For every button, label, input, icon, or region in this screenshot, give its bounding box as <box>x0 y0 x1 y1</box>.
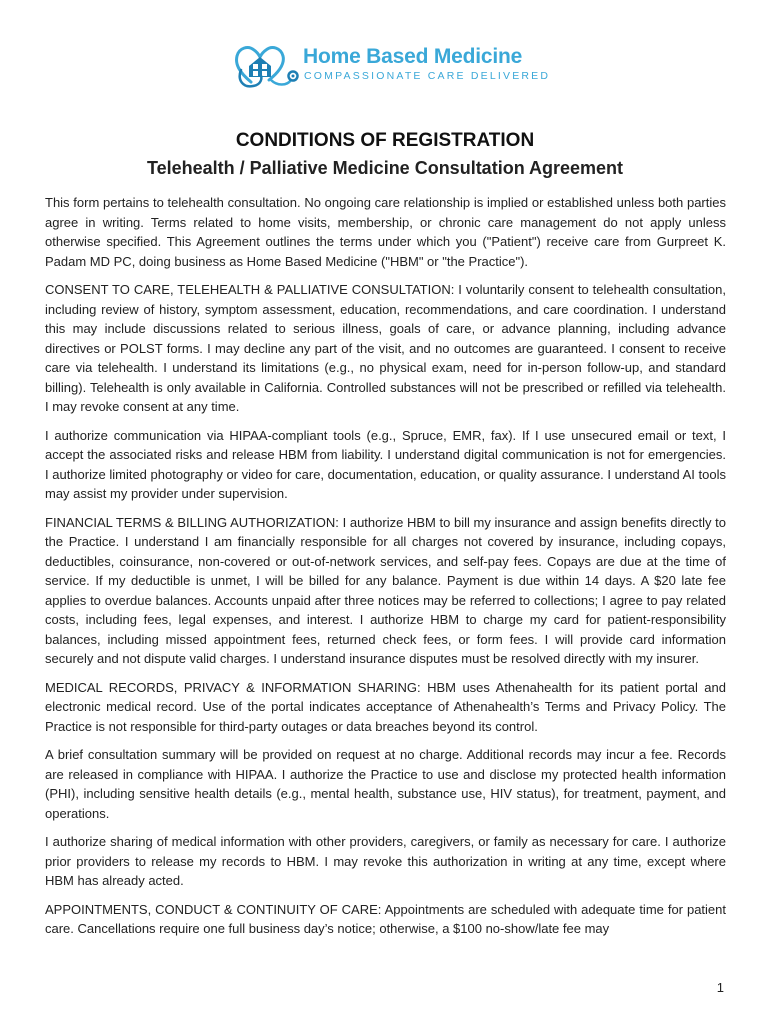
paragraph-communication: I authorize communication via HIPAA-compliant tools (e.g., Spruce, EMR, fax). If I use unsecured email or text, I accept the associated risks and release HBM from liability. I understand digital communication is not for emergencies. I authorize limited photography or video for care, documentation, education, or quality assurance. I understand AI tools may assist my provider under supervision. <box>45 427 726 501</box>
logo-title: Home Based Medicine <box>303 45 523 68</box>
paragraph-appointments: APPOINTMENTS, CONDUCT & CONTINUITY OF CARE: Appointments are scheduled with adequate time for patient care. Cancellations require one full business day’s notice; otherwise, a $100 no-show/late fee may <box>45 901 726 936</box>
paragraph-consent-to-care: CONSENT TO CARE, TELEHEALTH & PALLIATIVE CONSULTATION: I voluntarily consent to telehealth consultation, including review of history, symptom assessment, education, recommendations, and care coordination. I understand this may include discussions related to serious illness, goals of care, or advance planning, including advance directives or POLST forms. I may decline any part of the visit, and no outcomes are guaranteed. I consent to receive care via telehealth. I understand its limitations (e.g., no physical exam, need for in-person follow-up, and standard billing). Telehealth is only available in California. Controlled substances will not be prescribed or refilled via telehealth. I may revoke consent at any time. <box>45 282 726 414</box>
document-subtitle: Telehealth / Palliative Medicine Consultation Agreement <box>146 158 624 178</box>
house-heart-stethoscope-icon <box>233 40 301 90</box>
page-number: 1 <box>716 980 724 995</box>
practice-logo <box>233 40 551 90</box>
paragraph-information-sharing: I authorize sharing of medical information with other providers, caregivers, or family as necessary for care. I authorize prior providers to release my records to HBM. I may revoke this authorization in writing at any time, except where HBM has already acted. <box>45 834 726 888</box>
paragraph-intro: This form pertains to telehealth consultation. No ongoing care relationship is implied or established unless both parties agree in writing. Terms related to home visits, membership, or chronic care management do not apply unless otherwise specified. This Agreement outlines the terms under which you ("Patient") receive care from Gurpreet K. Padam MD PC, doing business as Home Based Medicine ("HBM" or "the Practice"). <box>45 195 726 269</box>
logo-tagline: COMPASSIONATE CARE DELIVERED <box>304 70 551 82</box>
document-title: CONDITIONS OF REGISTRATION <box>235 130 535 151</box>
paragraph-consultation-summary: A brief consultation summary will be provided on request at no charge. Additional records may incur a fee. Records are released in compliance with HIPAA. I authorize the Practice to use and disclose my protected health information (PHI), including sensitive health details (e.g., mental health, substance use, HIV status), for treatment, payment, and operations. <box>45 747 726 821</box>
agreement-body <box>45 193 726 948</box>
paragraph-financial-terms: FINANCIAL TERMS & BILLING AUTHORIZATION: I authorize HBM to bill my insurance and assign benefits directly to the Practice. I understand I am financially responsible for all charges not covered by insurance, including copays, deductibles, coinsurance, non-covered or out-of-network services, and self-pay fees. Copays are due at the time of service. If my deductible is unmet, I will be billed for any balance. Payment is due within 14 days. A $20 late fee applies to overdue balances. Accounts unpaid after three notices may be referred to collections; I agree to pay related costs, including fees, legal expenses, and interest. I authorize HBM to charge my card for patient-responsibility balances, including missed appointment fees, returned check fees, or form fees. I will provide card information securely and not dispute valid charges. I understand insurance disputes must be resolved directly with my insurer. <box>45 514 726 666</box>
paragraph-medical-records: MEDICAL RECORDS, PRIVACY & INFORMATION SHARING: HBM uses Athenahealth for its patient portal and electronic medical record. Use of the portal indicates acceptance of Athenahealth’s Terms and Privacy Policy. The Practice is not responsible for third-party outages or data breaches beyond its control. <box>45 679 726 734</box>
